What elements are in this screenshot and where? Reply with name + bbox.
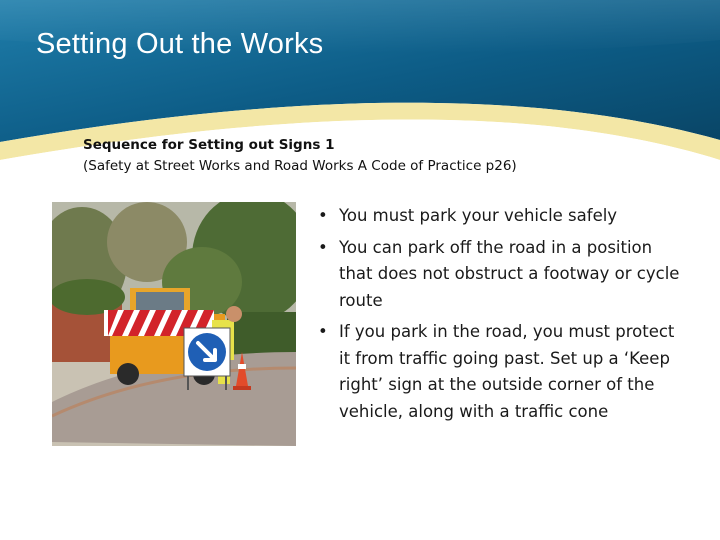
bullet-dot-icon: • (318, 322, 328, 341)
slide-subtitle (83, 135, 517, 177)
list-item (318, 319, 688, 425)
bullet-text: If you park in the road, you must protect it from traffic going past. Set up a ‘Keep right’ sign at the outside corner of the vehicle, along with a traffic cone (339, 322, 675, 421)
list-item (318, 235, 688, 315)
bullet-text: You must park your vehicle safely (339, 206, 618, 225)
roadworks-photo (52, 202, 296, 446)
bullet-dot-icon: • (318, 206, 328, 225)
subtitle-reference: (Safety at Street Works and Road Works A Code of Practice p26) (83, 158, 517, 174)
bullet-dot-icon: • (318, 237, 328, 257)
slide-title: Setting Out the Works (36, 28, 324, 60)
subtitle-heading: Sequence for Setting out Signs 1 (83, 137, 335, 153)
bullet-list (318, 203, 688, 430)
roadworks-vehicle-photo-icon (52, 202, 296, 446)
bullet-text: You can park off the road in a position that does not obstruct a footway or cycle route (339, 237, 680, 310)
list-item (318, 203, 688, 230)
